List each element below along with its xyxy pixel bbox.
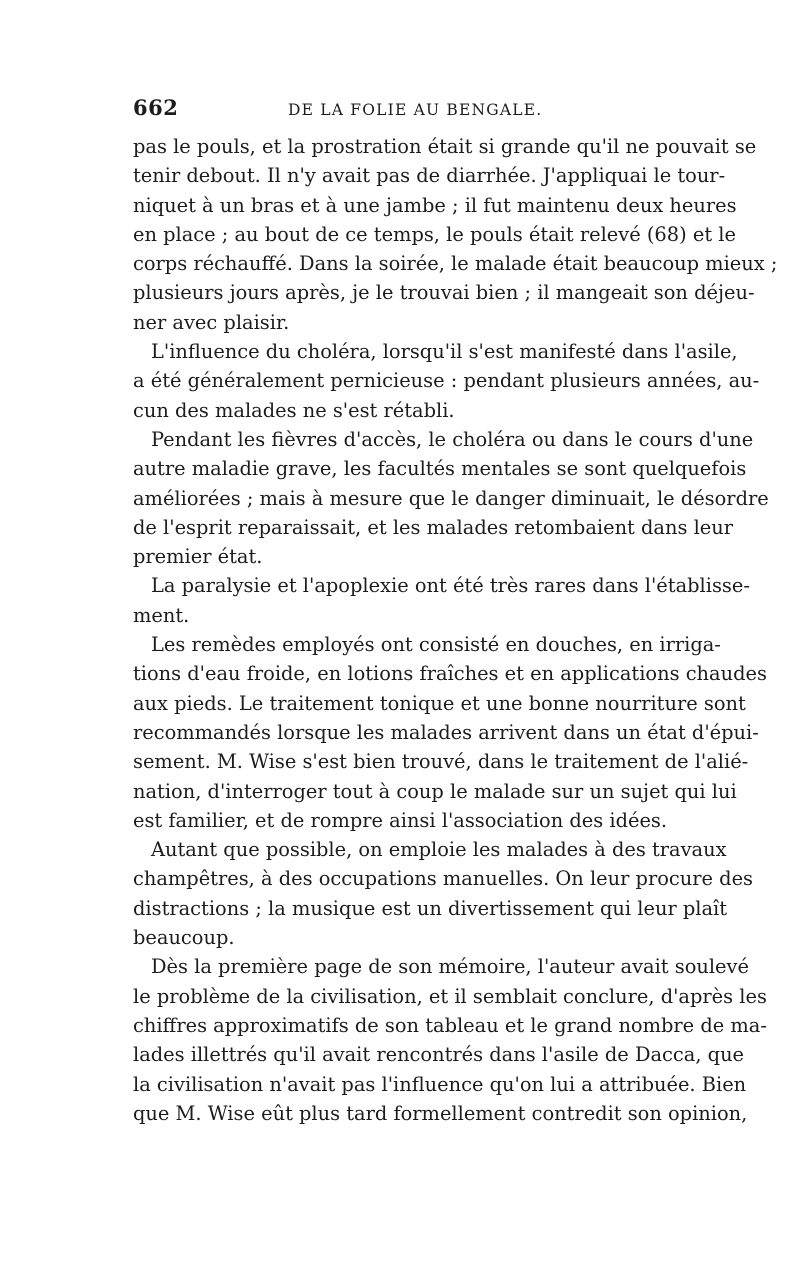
text-line: améliorées ; mais à mesure que le danger diminuait, le désordre <box>133 486 769 510</box>
text-line: plusieurs jours après, je le trouvai bien ; il mangeait son déjeu- <box>133 281 755 305</box>
text-line: aux pieds. Le traitement tonique et une bonne nourriture sont <box>133 691 746 715</box>
text-line: ment. <box>133 603 190 627</box>
text-line: nation, d'interroger tout à coup le malade sur un sujet qui lui <box>133 779 737 803</box>
text-line: autre maladie grave, les facultés mentales se sont quelquefois <box>133 457 747 481</box>
text-line: pas le pouls, et la prostration était si grande qu'il ne pouvait se <box>133 135 757 158</box>
text-line: niquet à un bras et à une jambe ; il fut maintenu deux heures <box>133 193 737 217</box>
text-line: lades illettrés qu'il avait rencontrés dans l'asile de Dacca, que <box>133 1043 745 1067</box>
text-line: que M. Wise eût plus tard formellement contredit son opinion, <box>133 1101 748 1125</box>
text-line: corps réchauffé. Dans la soirée, le malade était beaucoup mieux ; <box>133 252 778 276</box>
text-line: Pendant les fièvres d'accès, le choléra ou dans le cours d'une <box>151 427 754 451</box>
text-line: a été généralement pernicieuse : pendant plusieurs années, au- <box>133 369 760 393</box>
text-line: distractions ; la musique est un divertissement qui leur plaît <box>133 896 728 920</box>
text-line: ner avec plaisir. <box>133 310 290 334</box>
page-number: 662 <box>133 95 179 120</box>
text-line: cun des malades ne s'est rétabli. <box>133 398 455 422</box>
text-line: le problème de la civilisation, et il semblait conclure, d'après les <box>133 984 767 1008</box>
text-line: Autant que possible, on emploie les malades à des travaux <box>151 838 727 862</box>
text-line: chiffres approximatifs de son tableau et le grand nombre de ma- <box>133 1013 767 1037</box>
text-line: tions d'eau froide, en lotions fraîches et en applications chaudes <box>133 662 767 686</box>
text-line: L'influence du choléra, lorsqu'il s'est manifesté dans l'asile, <box>151 340 738 364</box>
text-line: de l'esprit reparaissait, et les malades retombaient dans leur <box>133 515 734 539</box>
text-line: premier état. <box>133 545 263 569</box>
text-line: Les remèdes employés ont consisté en douches, en irriga- <box>151 633 721 657</box>
text-line: recommandés lorsque les malades arrivent dans un état d'épui- <box>133 720 759 744</box>
text-line: sement. M. Wise s'est bien trouvé, dans le traitement de l'alié- <box>133 750 749 774</box>
page-header <box>133 95 670 125</box>
text-line: beaucoup. <box>133 926 235 950</box>
text-line: en place ; au bout de ce temps, le pouls était relevé (68) et le <box>133 222 736 246</box>
text-line: la civilisation n'avait pas l'influence qu'on lui a attribuée. Bien <box>133 1072 747 1096</box>
text-line: Dès la première page de son mémoire, l'auteur avait soulevé <box>151 955 749 979</box>
text-line: La paralysie et l'apoplexie ont été très rares dans l'établisse- <box>151 574 750 598</box>
running-title: DE LA FOLIE AU BENGALE. <box>288 101 543 119</box>
text-line: est familier, et de rompre ainsi l'association des idées. <box>133 808 668 832</box>
body-text <box>133 132 778 1128</box>
text-line: champêtres, à des occupations manuelles. On leur procure des <box>133 867 754 891</box>
text-line: tenir debout. Il n'y avait pas de diarrhée. J'appliquai le tour- <box>133 164 726 188</box>
